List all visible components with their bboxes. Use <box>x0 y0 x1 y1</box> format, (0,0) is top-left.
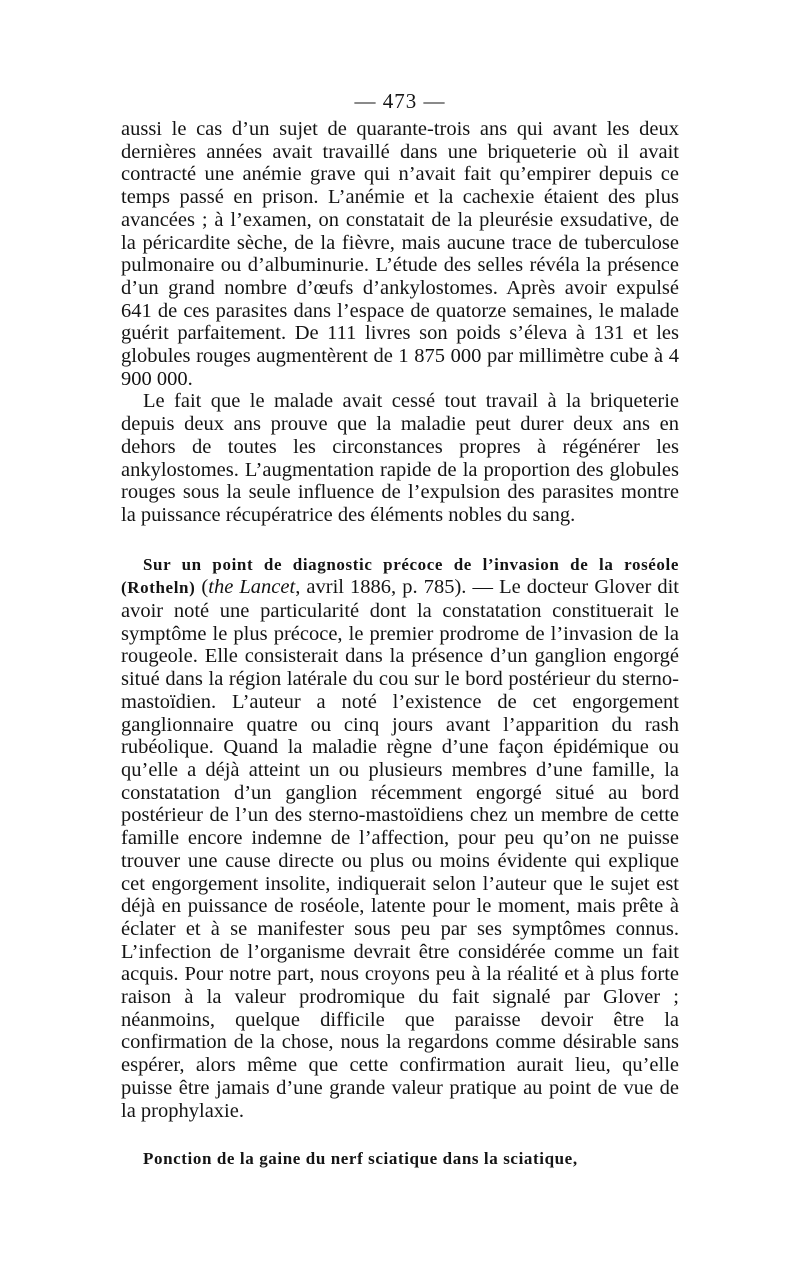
section-body: — Le docteur Glover dit avoir noté une particularité dont la constatation constituerait le symptôme le plus précoce, le premier prodrome de l’invasion de la rougeole. Elle consisterait dans la présence d’un ganglion engorgé situé dans la région latérale du cou sur le bord postérieur du sterno-mastoïdien. L’auteur a noté l’existence de cet engorgement ganglionnaire quatre ou cinq jours avant l’apparition du rash rubéolique. Quand la maladie règne d’une façon épidémique ou qu’elle a déjà atteint un ou plusieurs membres d’une famille, la constatation d’un ganglion récemment engorgé situé au bord postérieur de l’un des sterno-mastoïdiens chez un membre de cette famille encore indemne de l’affection, pour peu qu’on ne puisse trouver une cause directe ou plus ou moins évidente qui explique cet engorgement insolite, indiquerait selon l’auteur que le sujet est déjà en puissance de roséole, latente pour le moment, mais prête à éclater et à se manifester sous peu par ses symptômes connus. L’infection de l’organisme devrait être considérée comme un fait acquis. Pour notre part, nous croyons peu à la réalité et à plus forte raison à la valeur prodromique du fait signalé par Glover ; néanmoins, quelque difficile que paraisse devoir être la confirmation de la chose, nous la regardons comme désirable sans espérer, alors même que cette confirmation aurait lieu, qu’elle puisse être jamais d’une grande valeur pratique au point de vue de la prophylaxie. <box>121 576 679 1122</box>
roseole-section <box>121 553 679 1123</box>
briqueterie-paragraph: Le fait que le malade avait cessé tout travail à la briqueterie depuis deux ans prouve que la maladie peut durer deux ans en dehors de toutes les circonstances propres à régénérer les ankylostomes. L’augmentation rapide de la proportion des globules rouges sous la seule influence de l’expulsion des parasites montre la puissance récupératrice des éléments nobles du sang. <box>121 390 679 526</box>
section-title: Sur un point de diagnostic précoce de l’invasion de la roséole (Rotheln) <box>121 554 679 598</box>
section-spacer <box>121 527 679 553</box>
page-number: — 473 — <box>354 89 446 113</box>
section-ref-open: ( <box>195 576 209 599</box>
journal-title: the Lancet <box>208 576 296 599</box>
continuation-paragraph: aussi le cas d’un sujet de quarante-trois ans qui avant les deux dernières années avait travaillé dans une briqueterie où il avait contracté une anémie grave qui n’avait fait qu’empirer depuis ce temps passé en prison. L’anémie et la cachexie étaient des plus avancées ; à l’examen, on constatait de la pleurésie exsudative, de la péricardite sèche, de la fièvre, mais aucune trace de tuberculose pulmonaire ou d’albuminurie. L’étude des selles révéla la présence d’un grand nombre d’œufs d’ankylostomes. Après avoir expulsé 641 de ces parasites dans l’espace de quatorze semaines, le malade guérit parfaitement. De 111 livres son poids s’éleva à 131 et les globules rouges augmentèrent de 1 875 000 par millimètre cube à 4 900 000. <box>121 118 679 390</box>
book-page <box>121 86 679 1169</box>
section-ref-rest: , avril 1886, p. 785). <box>295 576 467 599</box>
next-section-heading: Ponction de la gaine du nerf sciatique dans la sciatique, <box>143 1149 578 1169</box>
